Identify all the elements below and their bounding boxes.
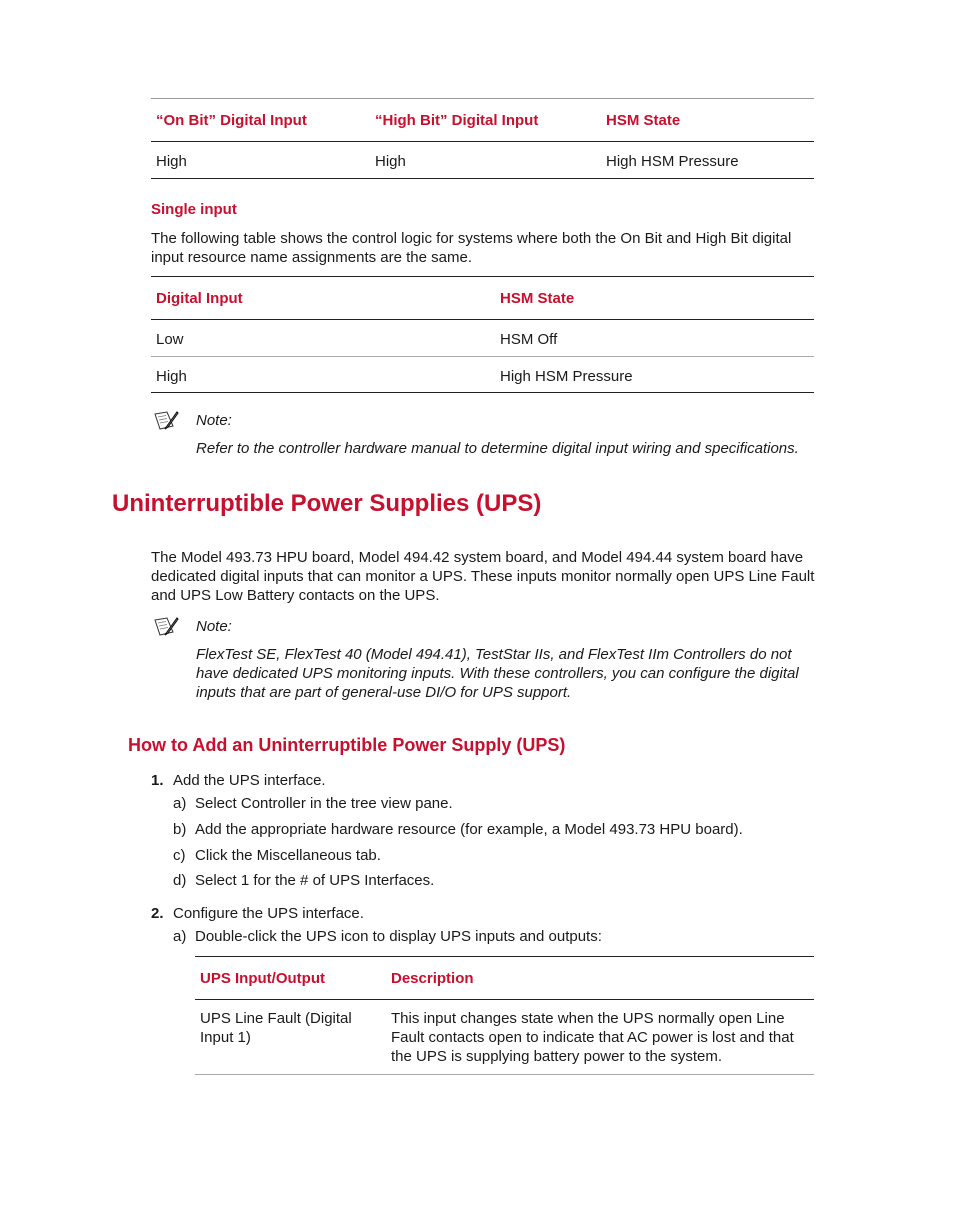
substep-text: Select 1 for the # of UPS Interfaces. bbox=[195, 872, 435, 889]
substep-letter: a) bbox=[173, 928, 187, 945]
table-row-divider bbox=[151, 356, 814, 357]
step-text: Add the UPS interface. bbox=[173, 772, 326, 789]
table-header-rule bbox=[151, 141, 814, 142]
table-bottom-rule bbox=[151, 392, 814, 393]
table-cell: High HSM Pressure bbox=[606, 153, 739, 170]
substep-text: Click the Miscellaneous tab. bbox=[195, 847, 381, 864]
table-cell: High HSM Pressure bbox=[500, 368, 633, 385]
note-pencil-icon bbox=[153, 410, 179, 436]
substep-letter: c) bbox=[173, 847, 186, 864]
table-cell: High bbox=[156, 368, 187, 385]
table-bottom-rule bbox=[195, 1074, 814, 1075]
table-header-cell: HSM State bbox=[606, 112, 681, 129]
note-text: FlexTest SE, FlexTest 40 (Model 494.41), TestStar IIs, and FlexTest IIm Controllers do not have dedicated UPS monitoring inputs. With these controllers, you can configure the digital inputs that are part of general-use DI/O for UPS support. bbox=[196, 646, 799, 701]
substep-text: Select Controller in the tree view pane. bbox=[195, 795, 453, 812]
table-header-cell: “On Bit” Digital Input bbox=[156, 112, 307, 129]
section-title-ups: Uninterruptible Power Supplies (UPS) bbox=[112, 490, 542, 517]
table-bottom-rule bbox=[151, 178, 814, 179]
note-label: Note: bbox=[196, 412, 232, 429]
table-header-cell: UPS Input/Output bbox=[200, 970, 325, 987]
table-cell: HSM Off bbox=[500, 331, 558, 348]
table-cell: High bbox=[156, 153, 187, 170]
section-heading-howto: How to Add an Uninterruptible Power Supply (UPS) bbox=[128, 735, 566, 755]
table-cell: UPS Line Fault (Digital Input 1) bbox=[200, 1010, 352, 1046]
substep-text: Add the appropriate hardware resource (for example, a Model 493.73 HPU board). bbox=[195, 821, 743, 838]
step-text: Configure the UPS interface. bbox=[173, 905, 364, 922]
table-header-rule bbox=[195, 999, 814, 1000]
step-number: 2. bbox=[151, 905, 164, 922]
single-input-paragraph: The following table shows the control logic for systems where both the On Bit and High Bit digital input resource name assignments are the same. bbox=[151, 230, 792, 266]
section-heading-single-input: Single input bbox=[151, 201, 237, 218]
substep-letter: b) bbox=[173, 821, 187, 838]
table-top-rule bbox=[151, 276, 814, 277]
step-number: 1. bbox=[151, 772, 164, 789]
table-cell: Low bbox=[156, 331, 184, 348]
table-header-cell: “High Bit” Digital Input bbox=[375, 112, 539, 129]
table-header-rule bbox=[151, 319, 814, 320]
table-header-cell: Description bbox=[391, 970, 474, 987]
table-top-rule bbox=[151, 98, 814, 99]
table-cell: This input changes state when the UPS normally open Line Fault contacts open to indicate that AC power is lost and that the UPS is supplying battery power to the system. bbox=[391, 1010, 794, 1065]
table-header-cell: Digital Input bbox=[156, 290, 243, 307]
table-header-cell: HSM State bbox=[500, 290, 575, 307]
note-label: Note: bbox=[196, 618, 232, 635]
substep-letter: a) bbox=[173, 795, 187, 812]
table-top-rule bbox=[195, 956, 814, 957]
table-cell: High bbox=[375, 153, 406, 170]
note-text: Refer to the controller hardware manual to determine digital input wiring and specifications. bbox=[196, 440, 799, 457]
note-pencil-icon bbox=[153, 616, 179, 642]
substep-text: Double-click the UPS icon to display UPS inputs and outputs: bbox=[195, 928, 602, 945]
ups-paragraph: The Model 493.73 HPU board, Model 494.42 system board, and Model 494.44 system board have dedicated digital inputs that can monitor a UPS. These inputs monitor normally open UPS Line Fault and UPS Low Battery contacts on the UPS. bbox=[151, 549, 815, 604]
substep-letter: d) bbox=[173, 872, 187, 889]
